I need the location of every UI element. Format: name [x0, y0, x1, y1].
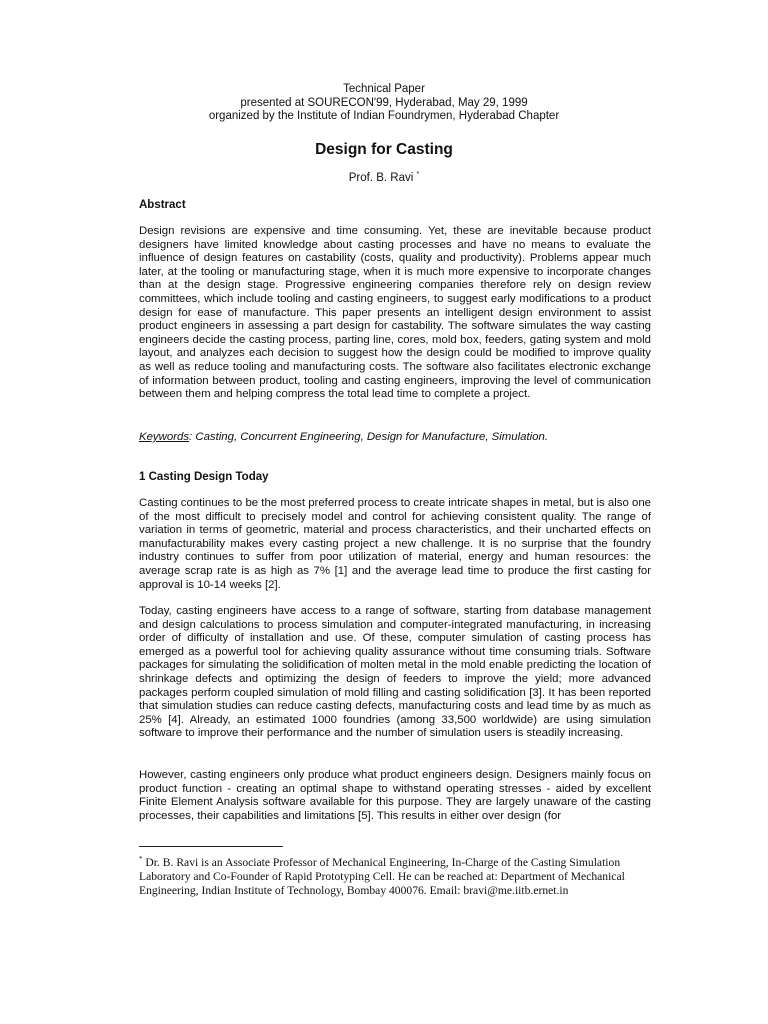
- keywords-text: : Casting, Concurrent Engineering, Design for Manufacture, Simulation.: [189, 431, 549, 443]
- header-line-type: Technical Paper: [343, 83, 425, 95]
- author-name: Prof. B. Ravi: [348, 172, 414, 184]
- author-footnote-marker: *: [416, 171, 420, 178]
- section-paragraph-2: Today, casting engineers have access to a range of software, starting from database management and design calculations to process simulation and computer-integrated manufacturing, in increasing order of difficulty of installation and use. Of these, computer simulation of casting process has emerged as a powerful tool for achieving quality assurance without time consuming trials. Software packages for simulating the solidification of molten metal in the mold enable predicting the location of shrinkage defects and optimizing the design of feeders to improve the yield; more advanced packages perform coupled simulation of mold filling and casting solidification [3]. It has been reported that simulation studies can reduce casting defects, manufacturing costs and lead time by as much as 25% [4]. Already, an estimated 1000 foundries (among 33,500 worldwide) are using simulation software to improve their performance and the number of simulation users is steadily increasing.: [139, 605, 651, 740]
- footnote: [139, 852, 651, 898]
- paper-title: Design for Casting: [315, 141, 453, 158]
- author-line: [0, 171, 768, 184]
- footnote-divider: [139, 846, 283, 847]
- section-paragraph-1: Casting continues to be the most preferred process to create intricate shapes in metal, but is also one of the most difficult to precisely model and control for achieving consistent quality. The range of variation in terms of geometric, material and process characteristics, and their uncharted effects on manufacturability makes every casting project a new challenge. It is no surprise that the foundry industry continues to suffer from poor utilization of material, energy and human resources: the average scrap rate is as high as 7% [1] and the average lead time to produce the first casting for approval is 10-14 weeks [2].: [139, 497, 651, 591]
- keywords-label: Keywords: [139, 431, 190, 443]
- keywords-line: [139, 431, 548, 443]
- section-heading: 1 Casting Design Today: [139, 471, 269, 483]
- header-line-conference: presented at SOURECON'99, Hyderabad, May 29, 1999: [240, 96, 528, 109]
- footnote-marker: *: [139, 855, 143, 863]
- header-line-organizer: organized by the Institute of Indian Foundrymen, Hyderabad Chapter: [208, 110, 560, 122]
- footnote-text: Dr. B. Ravi is an Associate Professor of Mechanical Engineering, In-Charge of the Casting Simulation Laboratory and Co-Founder of Rapid Prototyping Cell. He can be reached at: Department of Mechanical Engineering, Indian Institute of Technology, Bombay 400076. Email: bravi@me.iitb.ernet.in: [139, 856, 625, 897]
- section-paragraph-3: However, casting engineers only produce what product engineers design. Designers mainly focus on product function - creating an optimal shape to withstand operating stresses - aided by excellent Finite Element Analysis software available for this purpose. They are largely unaware of the casting processes, their capabilities and limitations [5]. This results in either over design (for: [139, 769, 651, 822]
- abstract-heading: Abstract: [139, 199, 186, 211]
- abstract-body: Design revisions are expensive and time consuming. Yet, these are inevitable because product designers have limited knowledge about casting processes and have no means to evaluate the influence of design features on castability (costs, quality and productivity). Problems appear much later, at the tooling or manufacturing stage, when it is much more expensive to incorporate changes than at the design stage. Progressive engineering companies therefore rely on design review committees, which include tooling and casting engineers, to suggest early modifications to a product design for ease of manufacture. This paper presents an intelligent design environment to assist product engineers in assessing a part design for castability. The software simulates the way casting engineers decide the casting process, parting line, cores, mold box, feeders, gating system and mold layout, and analyzes each decision to suggest how the design could be modified to improve quality as well as reduce tooling and manufacturing costs. The software also facilitates electronic exchange of information between product, tooling and casting engineers, improving the level of communication between them and helping compress the total lead time to complete a project.: [139, 225, 651, 401]
- paper-header: [0, 83, 768, 124]
